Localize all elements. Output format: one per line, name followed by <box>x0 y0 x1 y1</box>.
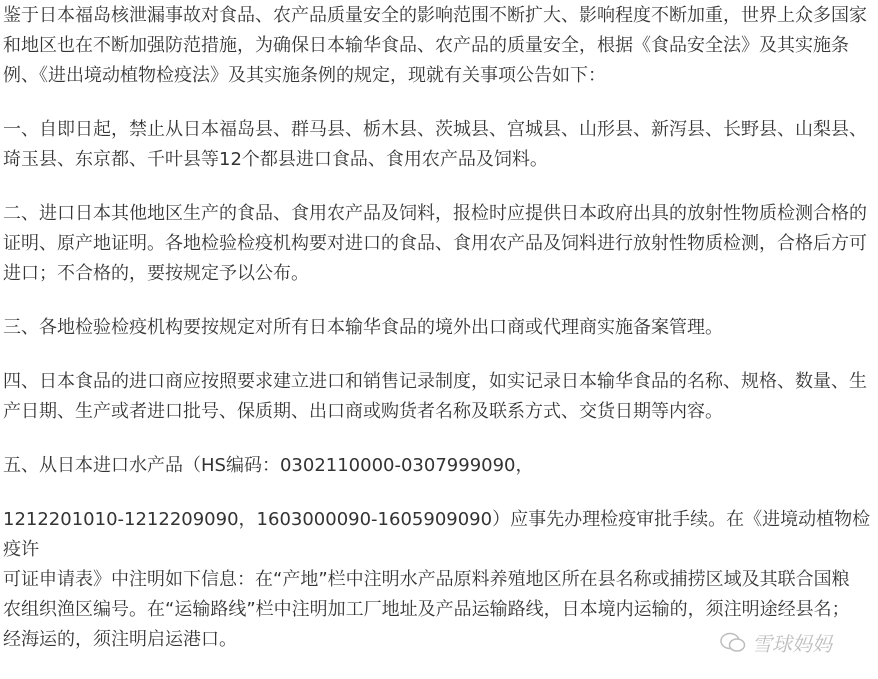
text-line: 进口；不合格的，要按规定予以公布。 <box>3 263 309 284</box>
text-line: 农组织渔区编号。在“运输路线”栏中注明加工厂地址及产品运输路线，日本境内运输的，须注明途经县名； <box>3 599 850 620</box>
text-line: 鉴于日本福岛核泄漏事故对食品、农产品质量安全的影响范围不断扩大、影响程度不断加重，世界上众多国家 <box>3 5 867 26</box>
text-line: 证明、原产地证明。各地检验检疫机构要对进口的食品、食用农产品及饲料进行放射性物质检测，合格后方可 <box>3 233 867 254</box>
text-line: 产日期、生产或者进口批号、保质期、出口商或购货者名称及联系方式、交货日期等内容。 <box>3 401 723 422</box>
text-line: 可证申请表》中注明如下信息：在“产地”栏中注明水产品原料养殖地区所在县名称或捕捞区域及其联合国粮 <box>3 569 850 590</box>
text-line: 琦玉县、东京都、千叶县等12个都县进口食品、食用农产品及饲料。 <box>3 149 548 170</box>
paragraph <box>3 313 875 343</box>
text-line: 例、《进出境动植物检疫法》及其实施条例的规定，现就有关事项公告如下： <box>3 65 606 86</box>
text-line: 一、自即日起，禁止从日本福岛县、群马县、栃木县、茨城县、宫城县、山形县、新泻县、长野县、山梨县、 <box>3 119 867 140</box>
watermark <box>720 628 832 657</box>
paragraph <box>3 199 875 289</box>
text-line: 四、日本食品的进口商应按照要求建立进口和销售记录制度，如实记录日本输华食品的名称、规格、数量、生 <box>3 371 867 392</box>
text-line: 三、各地检验检疫机构要按规定对所有日本输华食品的境外出口商或代理商实施备案管理。 <box>3 317 723 338</box>
text-line: 二、进口日本其他地区生产的食品、食用农产品及饲料，报检时应提供日本政府出具的放射性物质检测合格的 <box>3 203 867 224</box>
text-line: 和地区也在不断加强防范措施，为确保日本输华食品、农产品的质量安全，根据《食品安全法》及其实施条 <box>3 35 849 56</box>
paragraph <box>3 367 875 427</box>
text-line: 经海运的，须注明启运港口。 <box>3 629 237 650</box>
paragraph <box>3 115 875 175</box>
watermark-text: 雪球妈妈 <box>752 632 832 656</box>
wechat-icon <box>720 632 746 654</box>
text-line: 1212201010-1212209090，1603000090-1605909090）应事先办理检疫审批手续。在《进境动植物检疫许 <box>3 509 871 560</box>
announcement-document <box>3 1 875 679</box>
text-line: 五、从日本进口水产品（HS编码：0302110000-0307999090， <box>3 455 534 476</box>
paragraph <box>3 451 875 481</box>
paragraph <box>3 1 875 91</box>
